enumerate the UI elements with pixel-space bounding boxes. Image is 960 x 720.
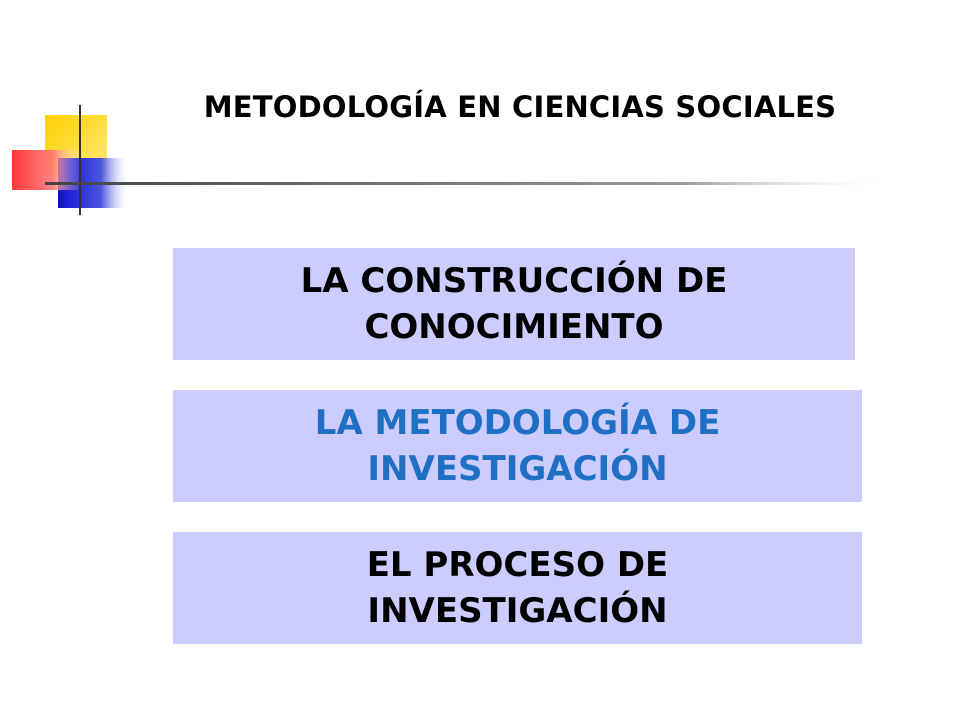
topic-text <box>315 400 721 492</box>
topic-box-proceso[interactable] <box>173 532 862 644</box>
topic-line-1: LA METODOLOGÍA DE <box>314 403 721 443</box>
header-rule <box>45 182 895 185</box>
topic-line-1: EL PROCESO DE <box>366 545 669 585</box>
topic-text <box>367 542 669 634</box>
topic-line-1: LA CONSTRUCCIÓN DE <box>300 261 728 301</box>
topic-line-2: CONOCIMIENTO <box>364 307 664 347</box>
topic-line-2: INVESTIGACIÓN <box>367 591 668 631</box>
topic-text <box>301 258 728 350</box>
topic-box-construccion[interactable] <box>173 248 855 360</box>
topic-box-metodologia[interactable] <box>173 390 862 502</box>
topic-line-2: INVESTIGACIÓN <box>367 449 668 489</box>
slide-title: METODOLOGÍA EN CIENCIAS SOCIALES <box>203 90 837 124</box>
